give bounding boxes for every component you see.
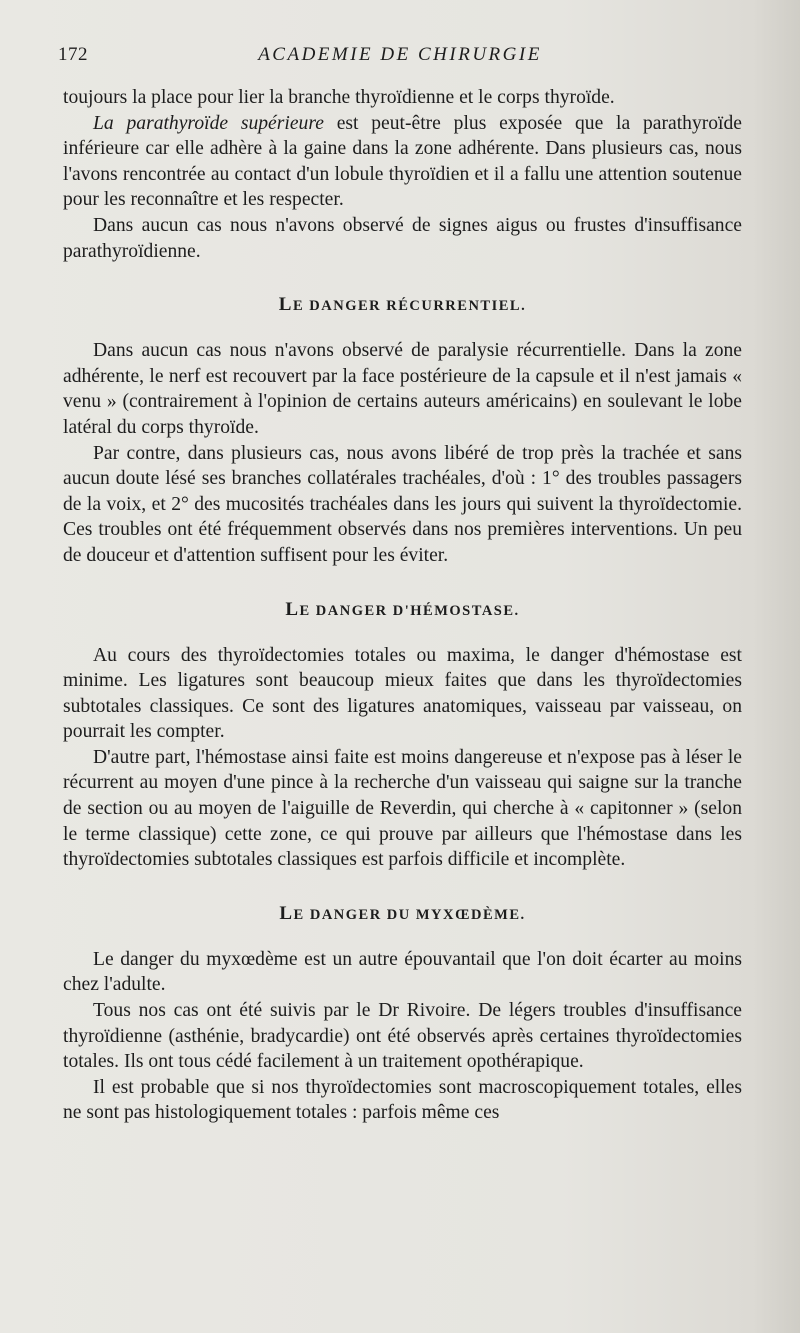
paragraph: Dans aucun cas nous n'avons observé de paralysie récurrentielle. Dans la zone adhérente, le nerf est recouvert par la face postérieure de la capsule et il n'est jamais « venu » (contrairement à l'opinion de certains auteurs américains) en soulevant le lobe latéral du corps thyroïde.	[63, 340, 742, 438]
paragraph: Le danger du myxœdème est un autre épouvantail que l'on doit écarter au moins chez l'adulte.	[63, 948, 742, 996]
paragraph: toujours la place pour lier la branche thyroïdienne et le corps thyroïde.	[63, 87, 615, 108]
paragraph: Par contre, dans plusieurs cas, nous avons libéré de trop près la trachée et sans aucun doute lésé ses branches collatérales trachéales, d'où : 1° des troubles passagers de la voix, et 2° des mucosités trachéales dans les jours qui suivent la thyroïdectomie. Ces troubles ont été fréquemment observés dans nos premières interventions. Un peu de douceur et d'attention suffisent pour les éviter.	[63, 442, 742, 566]
page-number: 172	[58, 44, 88, 65]
paragraph: D'autre part, l'hémostase ainsi faite est moins dangereuse et n'expose pas à léser le récurrent au moyen d'une pince à la recherche d'un vaisseau qui saigne sur la tranche de section ou au moyen de l'aiguille de Reverdin, qui cherche à « capitonner » (selon le terme classique) cette zone, ce qui prouve par ailleurs que l'hémostase dans les thyroïdectomies subtotales classiques est parfois difficile et incomplète.	[63, 746, 742, 871]
page-header	[58, 44, 742, 70]
paragraph: Tous nos cas ont été suivis par le Dr Rivoire. De légers troubles d'insuffisance thyroïdienne (asthénie, bradycardie) ont été observés après certaines thyroïdectomies totales. Ils ont tous cédé facilement à un traitement opothérapique.	[63, 1000, 742, 1073]
paragraph: Il est probable que si nos thyroïdectomies sont macroscopiquement totales, elles ne sont pas histologiquement totales : parfois même ces	[63, 1076, 742, 1124]
running-head: ACADEMIE DE CHIRURGIE	[258, 44, 542, 65]
section-heading: LE DANGER D'HÉMOSTASE.	[285, 598, 520, 620]
paragraph: Au cours des thyroïdectomies totales ou maxima, le danger d'hémostase est minime. Les ligatures sont beaucoup mieux faites que dans les thyroïdectomies subtotales classiques. Ce sont des ligatures anatomiques, vaisseau par vaisseau, on pourrait les compter.	[63, 644, 742, 743]
section-heading: LE DANGER DU MYXŒDÈME.	[279, 902, 526, 924]
section-heading: LE DANGER RÉCURRENTIEL.	[278, 294, 527, 316]
paragraph: Dans aucun cas nous n'avons observé de signes aigus ou frustes d'insuffisance parathyroïdienne.	[63, 214, 742, 262]
body-text	[63, 85, 742, 1126]
paragraph: La parathyroïde supérieure est peut-être plus exposée que la parathyroïde inférieure car elle adhère à la gaine dans la zone adhérente. Dans plusieurs cas, nous l'avons rencontrée au contact d'un lobule thyroïdien et il a fallu une attention soutenue pour les reconnaître et les respecter.	[63, 112, 742, 211]
italic-lead: La parathyroïde supérieure	[93, 112, 324, 134]
